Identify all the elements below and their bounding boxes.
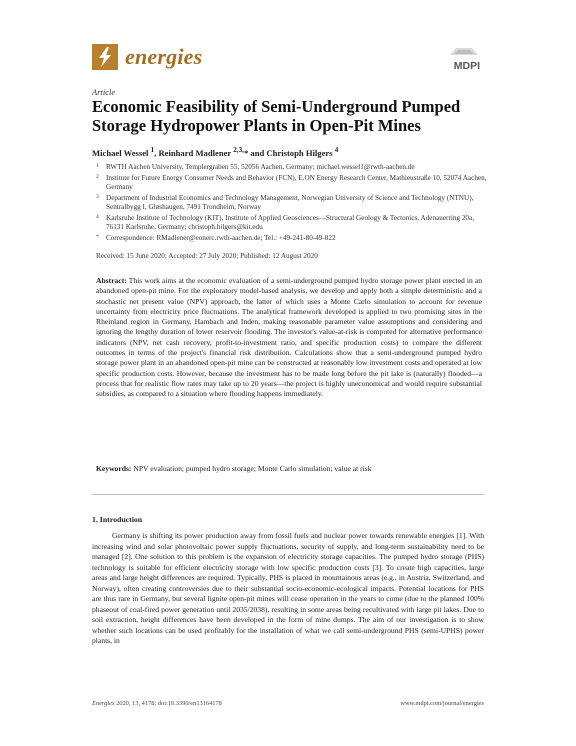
publication-dates: Received: 15 June 2020; Accepted: 27 July 2020; Published: 12 August 2020 bbox=[96, 252, 318, 260]
footer-citation: Energies 2020, 13, 4178; doi:10.3390/en13164178 bbox=[92, 700, 222, 707]
abstract bbox=[96, 276, 482, 400]
keywords bbox=[96, 464, 482, 473]
energies-logo-icon bbox=[92, 44, 118, 70]
divider bbox=[92, 494, 484, 495]
keywords-text: NPV evaluation; pumped hydro storage; Monte Carlo simulation; value at risk bbox=[133, 464, 372, 473]
section-body: Germany is shifting its power production away from fossil fuels and nuclear power towards renewable energies [1]. With increasing wind and solar photovoltaic power supply fluctuations, security of supply, and long-term sustainability need to be managed [2]. One solution to this problem is the expansion of electricity storage capacities. The pumped hydro storage (PHS) technology is suitable for efficient electricity storage with low specific production costs [3]. To create high capacities, large areas and large height differences are required. Typically, PHS is placed in mountainous areas (e.g., in Austria, Switzerland, and Norway), often creating controversies due to their substantial socio-economic-ecological impacts. Potential locations for PHS are thus rare in Germany, but several lignite open-pit mines will cease operation in the years to come (due to the planned 100% phaseout of coal-fired power generation until 2035/2038), resulting in some areas being recultivated with large pit lakes. Due to soil extraction, height differences have been developed in the form of mine dumps. The aim of our investigation is to show whether such locations can be used profitably for the installation of what we call semi-underground PHS (semi-UPHS) power plants, in bbox=[92, 531, 484, 645]
affiliation-item: 4 Karlsruhe Institute of Technology (KIT), Institute of Applied Geosciences—Structural Geology & Tectonics, Adenauerring 20a, 76131 Karlsruhe, Germany; christoph.hilgers@kit.edu bbox=[96, 213, 474, 232]
journal-name: energies bbox=[125, 44, 203, 69]
affiliation-item: 1 RWTH Aachen University, Templergraben 55, 52056 Aachen, Germany; michael.wessel1@rwth-aachen.de bbox=[96, 163, 415, 171]
author-list: Michael Wessel $^1$, Reinhard Madlener $^{2,3,}$* and Christoph Hilgers $^4$ bbox=[92, 146, 339, 158]
section-heading: 1. Introduction bbox=[92, 515, 143, 524]
affiliation-item: 3 Department of Industrial Economics and Technology Management, Norwegian University of Science and Technology (NTNU), Sentralbygg I, Gløshaugen, 7491 Trondheim, Norway bbox=[96, 193, 474, 212]
abstract-text: This work aims at the economic evaluation of a semi-underground pumped hydro storage power plant erected in an abandoned open-pit mine. For the exploratory model-based analysis, we develop and apply both a simple deterministic and a stochastic net present value (NPV) approach, the latter of which uses a Monte Carlo simulation to account for revenue uncertainty from electricity price fluctuations. The analytical framework developed is applied to two promising sites in the Rheinland region in Germany, Hambach and Inden, making reasonable parameter value assumptions and considering and ignoring the lengthy duration of lower reservoir flooding. The investor's value-at-risk is computed for alternative performance indicators (NPV, net cash recovery, profit-to-investment ratio, and specific production costs) to compare the different outcomes in terms of the project's financial risk distribution. Calculations show that a semi-underground pumped hydro storage power plant in an abandoned open-pit mine can be constructed at reasonably low investment costs and operated at low specific production costs. However, because the investment has to be made long before the pit lake is (naturally) flooded—a process that for realistic flow rates may take up to 20 years—the project is highly uneconomical and would require substantial subsidies, as compared to a situation where flooding happens immediately. bbox=[96, 276, 482, 399]
affiliation-item: 2 Institute for Future Energy Consumer Needs and Behavior (FCN), E.ON Energy Research Center, Mathieustraße 10, 52074 Aachen, Germany bbox=[96, 173, 487, 192]
publisher-name: MDPI bbox=[453, 60, 480, 72]
abstract-label: Abstract: bbox=[96, 276, 127, 285]
affiliations bbox=[96, 163, 492, 245]
article-type: Article bbox=[92, 87, 116, 97]
keywords-label: Keywords: bbox=[96, 464, 132, 473]
mdpi-logo-icon bbox=[444, 46, 484, 76]
correspondence: * Correspondence: RMadlener@eonerc.rwth-aachen.de; Tel.: +49-241-80-49-822 bbox=[96, 234, 336, 243]
journal-header bbox=[92, 44, 484, 80]
footer-url[interactable]: www.mdpi.com/journal/energies bbox=[400, 700, 484, 707]
article-title: Economic Feasibility of Semi-Underground Pumped Storage Hydropower Plants in Open-Pit Mines bbox=[92, 97, 461, 135]
